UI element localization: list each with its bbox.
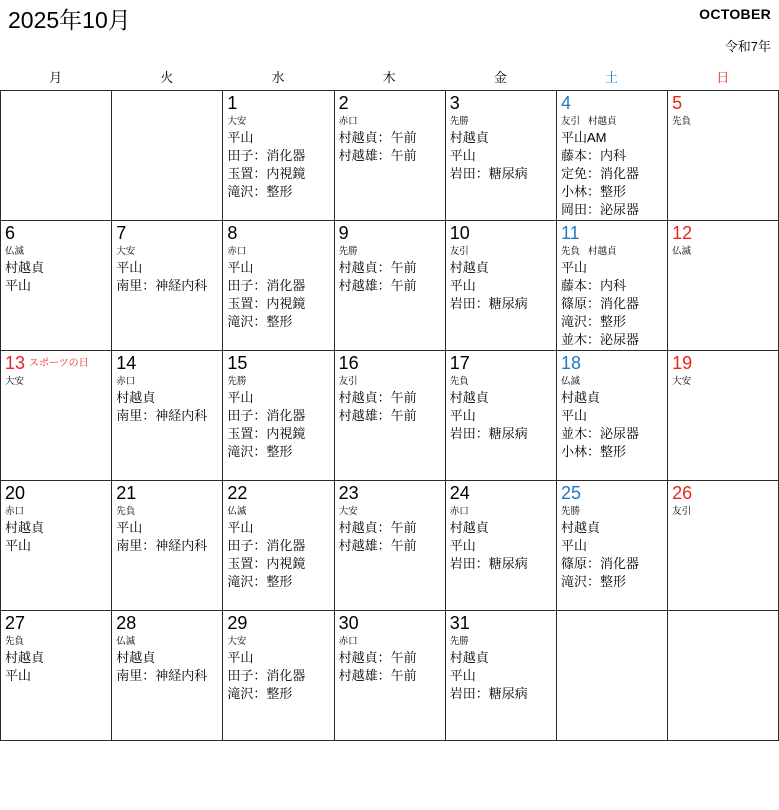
calendar-day-cell[interactable] bbox=[112, 481, 223, 611]
rokuyo-text: 仏滅 bbox=[672, 246, 692, 257]
day-number: 7 bbox=[116, 223, 127, 243]
rokuyo-label bbox=[450, 116, 552, 128]
rokuyo-text: 仏滅 bbox=[227, 506, 247, 517]
day-events bbox=[116, 259, 218, 295]
calendar-day-cell[interactable] bbox=[1, 611, 112, 741]
weekday-label-0: 月 bbox=[49, 69, 63, 85]
rokuyo-label bbox=[5, 246, 107, 258]
calendar-day-cell[interactable] bbox=[223, 91, 334, 221]
day-number: 13 bbox=[5, 353, 26, 373]
calendar-day-cell[interactable] bbox=[112, 611, 223, 741]
event-item[interactable]: 平山 bbox=[116, 520, 143, 535]
day-number: 24 bbox=[449, 483, 470, 503]
event-item[interactable]: 村越貞 bbox=[560, 390, 600, 405]
day-events bbox=[339, 389, 441, 425]
rokuyo-label bbox=[5, 506, 107, 518]
calendar-day-cell[interactable] bbox=[446, 611, 557, 741]
rokuyo-text: 赤口 bbox=[116, 376, 136, 387]
rokuyo-label bbox=[450, 506, 552, 518]
day-number: 16 bbox=[338, 353, 359, 373]
rokuyo-text: 先勝 bbox=[560, 506, 580, 517]
day-events bbox=[116, 389, 218, 425]
day-number: 1 bbox=[227, 93, 238, 113]
event-item[interactable]: 田子：消化器 bbox=[227, 148, 306, 163]
weekday-label-5: 土 bbox=[605, 69, 619, 85]
day-events bbox=[227, 389, 329, 461]
event-item[interactable]: 平山 bbox=[227, 260, 254, 275]
calendar-day-cell[interactable] bbox=[557, 91, 668, 221]
calendar-cell-empty bbox=[112, 91, 223, 221]
event-item[interactable]: 平山 bbox=[5, 278, 32, 293]
event-item[interactable]: 岩田：糖尿病 bbox=[449, 556, 528, 571]
event-item[interactable]: 村越雄：午前 bbox=[338, 148, 417, 163]
calendar-grid bbox=[0, 90, 779, 741]
rokuyo-label bbox=[339, 636, 441, 648]
event-item[interactable]: 村越貞 bbox=[560, 520, 600, 535]
day-number: 19 bbox=[672, 353, 693, 373]
day-number: 29 bbox=[227, 613, 248, 633]
event-item[interactable]: 藤本：内科 bbox=[560, 148, 626, 163]
day-number: 2 bbox=[338, 93, 349, 113]
day-events bbox=[450, 129, 552, 183]
event-item[interactable]: 平山 bbox=[227, 520, 254, 535]
rokuyo-label bbox=[227, 376, 329, 388]
event-item[interactable]: 並木：泌尿器 bbox=[560, 332, 639, 347]
rokuyo-label bbox=[561, 376, 663, 388]
rokuyo-label bbox=[116, 506, 218, 518]
calendar-day-cell[interactable] bbox=[557, 481, 668, 611]
calendar-day-cell[interactable] bbox=[668, 481, 779, 611]
calendar-week-row bbox=[1, 221, 779, 351]
event-item[interactable]: 岩田：糖尿病 bbox=[449, 166, 528, 181]
day-number: 3 bbox=[449, 93, 460, 113]
rokuyo-label bbox=[672, 116, 774, 128]
weekday-label-6: 日 bbox=[716, 69, 730, 85]
calendar-day-cell[interactable] bbox=[223, 221, 334, 351]
day-events bbox=[339, 519, 441, 555]
weekday-label-4: 金 bbox=[493, 69, 507, 85]
rokuyo-label bbox=[339, 116, 441, 128]
calendar-day-cell[interactable] bbox=[446, 221, 557, 351]
day-number: 28 bbox=[116, 613, 137, 633]
event-item[interactable]: 田子：消化器 bbox=[227, 668, 306, 683]
event-item[interactable]: 村越貞 bbox=[116, 390, 156, 405]
day-events bbox=[5, 259, 107, 295]
calendar-day-cell[interactable] bbox=[223, 481, 334, 611]
event-item[interactable]: 篠原：消化器 bbox=[560, 556, 639, 571]
rokuyo-text: 先勝 bbox=[449, 116, 469, 127]
event-item[interactable]: 平山 bbox=[560, 408, 587, 423]
rokuyo-text: 大安 bbox=[338, 506, 358, 517]
calendar-cell-empty bbox=[557, 611, 668, 741]
calendar-day-cell[interactable] bbox=[446, 481, 557, 611]
rokuyo-text: 仏滅 bbox=[560, 376, 580, 387]
rokuyo-label bbox=[116, 376, 218, 388]
calendar-day-cell[interactable] bbox=[557, 351, 668, 481]
event-item[interactable]: 平山 bbox=[227, 130, 254, 145]
event-item[interactable]: 滝沢：整形 bbox=[560, 574, 626, 589]
event-item[interactable]: 平山 bbox=[449, 538, 476, 553]
calendar-day-cell[interactable] bbox=[335, 91, 446, 221]
calendar-week-row bbox=[1, 351, 779, 481]
day-number: 21 bbox=[116, 483, 137, 503]
rokuyo-text: 仏滅 bbox=[5, 246, 25, 257]
event-item[interactable]: 滝沢：整形 bbox=[227, 184, 293, 199]
rokuyo-text: 赤口 bbox=[5, 506, 25, 517]
event-item[interactable]: 田子：消化器 bbox=[227, 408, 306, 423]
event-item[interactable]: 村越雄：午前 bbox=[338, 538, 417, 553]
event-item[interactable]: 平山AM bbox=[560, 130, 607, 145]
day-number: 15 bbox=[227, 353, 248, 373]
event-item[interactable]: 平山 bbox=[449, 408, 476, 423]
calendar-day-cell[interactable] bbox=[1, 481, 112, 611]
rokuyo-text: 赤口 bbox=[338, 116, 358, 127]
calendar-day-cell[interactable] bbox=[335, 611, 446, 741]
day-number: 11 bbox=[560, 223, 580, 243]
event-item[interactable]: 定免：消化器 bbox=[560, 166, 639, 181]
calendar-cell-empty bbox=[1, 91, 112, 221]
rokuyo-label bbox=[5, 636, 107, 648]
event-item[interactable]: 平山 bbox=[227, 650, 254, 665]
rokuyo-text: 赤口 bbox=[449, 506, 469, 517]
weekday-header-row bbox=[0, 62, 779, 90]
rokuyo-label bbox=[450, 376, 552, 388]
calendar-cell-empty bbox=[668, 611, 779, 741]
day-number: 5 bbox=[672, 93, 683, 113]
rokuyo-extra-note: 村越貞 bbox=[587, 246, 617, 257]
rokuyo-text: 先勝 bbox=[338, 246, 358, 257]
event-item[interactable]: 村越貞 bbox=[5, 520, 45, 535]
event-item[interactable]: 篠原：消化器 bbox=[560, 296, 639, 311]
calendar-day-cell[interactable] bbox=[335, 351, 446, 481]
day-events bbox=[5, 519, 107, 555]
calendar-day-cell[interactable] bbox=[446, 91, 557, 221]
day-number: 27 bbox=[5, 613, 26, 633]
day-events bbox=[339, 259, 441, 295]
weekday-label-2: 水 bbox=[271, 69, 285, 85]
event-item[interactable]: 並木：泌尿器 bbox=[560, 426, 639, 441]
rokuyo-label bbox=[450, 636, 552, 648]
calendar-week-row bbox=[1, 91, 779, 221]
event-item[interactable]: 藤本：内科 bbox=[560, 278, 626, 293]
event-item[interactable]: 滝沢：整形 bbox=[560, 314, 626, 329]
calendar-day-cell[interactable] bbox=[668, 221, 779, 351]
calendar-day-cell[interactable] bbox=[335, 481, 446, 611]
rokuyo-text: 大安 bbox=[227, 636, 247, 647]
event-item[interactable]: 村越雄：午前 bbox=[338, 278, 417, 293]
day-number: 17 bbox=[449, 353, 470, 373]
rokuyo-text: 先勝 bbox=[227, 376, 247, 387]
event-item[interactable]: 平山 bbox=[449, 668, 476, 683]
day-events bbox=[561, 389, 663, 461]
event-item[interactable]: 平山 bbox=[449, 278, 476, 293]
day-events bbox=[450, 519, 552, 573]
event-item[interactable]: 村越貞：午前 bbox=[338, 390, 417, 405]
rokuyo-text: 先負 bbox=[560, 246, 580, 257]
rokuyo-label bbox=[561, 506, 663, 518]
rokuyo-label bbox=[561, 116, 663, 128]
day-number: 18 bbox=[560, 353, 581, 373]
day-events bbox=[339, 129, 441, 165]
rokuyo-text: 赤口 bbox=[338, 636, 358, 647]
day-events bbox=[227, 129, 329, 201]
event-item[interactable]: 平山 bbox=[5, 668, 32, 683]
event-item[interactable]: 平山 bbox=[560, 260, 587, 275]
day-number: 4 bbox=[560, 93, 571, 113]
event-item[interactable]: 小林：整形 bbox=[560, 444, 626, 459]
rokuyo-text: 友引 bbox=[560, 116, 580, 127]
calendar-day-cell[interactable] bbox=[446, 351, 557, 481]
event-item[interactable]: 南里：神経内科 bbox=[116, 408, 208, 423]
event-item[interactable]: 田子：消化器 bbox=[227, 278, 306, 293]
day-events bbox=[116, 519, 218, 555]
event-item[interactable]: 平山 bbox=[560, 538, 587, 553]
month-name-english: OCTOBER bbox=[699, 6, 771, 22]
calendar-day-cell[interactable] bbox=[112, 221, 223, 351]
rokuyo-text: 友引 bbox=[449, 246, 469, 257]
rokuyo-label bbox=[672, 376, 774, 388]
rokuyo-label bbox=[227, 506, 329, 518]
event-item[interactable]: 岡田：泌尿器 bbox=[560, 202, 639, 217]
day-number: 26 bbox=[672, 483, 693, 503]
rokuyo-label bbox=[450, 246, 552, 258]
event-item[interactable]: 村越雄：午前 bbox=[338, 408, 417, 423]
event-item[interactable]: 村越貞：午前 bbox=[338, 520, 417, 535]
rokuyo-text: 先負 bbox=[449, 376, 469, 387]
day-events bbox=[450, 259, 552, 313]
event-item[interactable]: 南里：神経内科 bbox=[116, 278, 208, 293]
calendar-day-cell[interactable] bbox=[668, 91, 779, 221]
event-item[interactable]: 平山 bbox=[449, 148, 476, 163]
event-item[interactable]: 村越貞：午前 bbox=[338, 130, 417, 145]
day-number: 9 bbox=[338, 223, 349, 243]
event-item[interactable]: 玉置：内視鏡 bbox=[227, 296, 306, 311]
event-item[interactable]: 田子：消化器 bbox=[227, 538, 306, 553]
rokuyo-text: 先勝 bbox=[449, 636, 469, 647]
event-item[interactable]: 滝沢：整形 bbox=[227, 686, 293, 701]
event-item[interactable]: 平山 bbox=[116, 260, 143, 275]
day-number: 6 bbox=[5, 223, 16, 243]
day-events bbox=[561, 129, 663, 219]
rokuyo-text: 赤口 bbox=[227, 246, 247, 257]
calendar-day-cell[interactable] bbox=[335, 221, 446, 351]
event-item[interactable]: 岩田：糖尿病 bbox=[449, 296, 528, 311]
event-item[interactable]: 玉置：内視鏡 bbox=[227, 556, 306, 571]
holiday-label: スポーツの日 bbox=[29, 358, 89, 369]
event-item[interactable]: 岩田：糖尿病 bbox=[449, 686, 528, 701]
event-item[interactable]: 玉置：内視鏡 bbox=[227, 166, 306, 181]
day-number: 20 bbox=[5, 483, 26, 503]
rokuyo-text: 大安 bbox=[672, 376, 692, 387]
calendar-day-cell[interactable] bbox=[223, 351, 334, 481]
rokuyo-text: 先負 bbox=[116, 506, 136, 517]
event-item[interactable]: 平山 bbox=[227, 390, 254, 405]
day-number: 30 bbox=[338, 613, 359, 633]
event-item[interactable]: 村越貞 bbox=[5, 650, 45, 665]
day-number: 23 bbox=[338, 483, 359, 503]
event-item[interactable]: 滝沢：整形 bbox=[227, 444, 293, 459]
event-item[interactable]: 村越貞 bbox=[449, 260, 489, 275]
day-number: 14 bbox=[116, 353, 137, 373]
rokuyo-label bbox=[5, 376, 107, 388]
rokuyo-label bbox=[672, 506, 774, 518]
page-title: 2025年10月 bbox=[8, 7, 131, 33]
day-events bbox=[5, 649, 107, 685]
event-item[interactable]: 滝沢：整形 bbox=[227, 574, 293, 589]
rokuyo-text: 大安 bbox=[5, 376, 25, 387]
rokuyo-label bbox=[672, 246, 774, 258]
rokuyo-label bbox=[227, 636, 329, 648]
calendar-day-cell[interactable] bbox=[112, 351, 223, 481]
calendar-day-cell[interactable] bbox=[557, 221, 668, 351]
event-item[interactable]: 滝沢：整形 bbox=[227, 314, 293, 329]
day-events bbox=[450, 389, 552, 443]
day-events bbox=[561, 519, 663, 591]
rokuyo-text: 大安 bbox=[227, 116, 247, 127]
event-item[interactable]: 村越貞 bbox=[449, 650, 489, 665]
day-number: 22 bbox=[227, 483, 248, 503]
calendar-header bbox=[0, 0, 779, 62]
rokuyo-label bbox=[561, 246, 663, 258]
weekday-label-3: 木 bbox=[382, 69, 396, 85]
japanese-era-year: 令和7年 bbox=[724, 39, 771, 54]
event-item[interactable]: 村越雄：午前 bbox=[338, 668, 417, 683]
day-number: 31 bbox=[449, 613, 470, 633]
event-item[interactable]: 村越貞：午前 bbox=[338, 650, 417, 665]
rokuyo-text: 大安 bbox=[116, 246, 136, 257]
calendar-week-row bbox=[1, 481, 779, 611]
day-events bbox=[339, 649, 441, 685]
event-item[interactable]: 南里：神経内科 bbox=[116, 668, 208, 683]
rokuyo-extra-note: 村越貞 bbox=[587, 116, 617, 127]
event-item[interactable]: 村越貞：午前 bbox=[338, 260, 417, 275]
rokuyo-label bbox=[339, 506, 441, 518]
day-number: 12 bbox=[672, 223, 693, 243]
calendar-day-cell[interactable] bbox=[223, 611, 334, 741]
calendar-day-cell[interactable] bbox=[1, 221, 112, 351]
rokuyo-text: 先負 bbox=[5, 636, 25, 647]
rokuyo-label bbox=[116, 246, 218, 258]
day-events bbox=[227, 519, 329, 591]
event-item[interactable]: 村越貞 bbox=[449, 130, 489, 145]
event-item[interactable]: 岩田：糖尿病 bbox=[449, 426, 528, 441]
rokuyo-text: 友引 bbox=[338, 376, 358, 387]
rokuyo-label bbox=[339, 246, 441, 258]
day-events bbox=[561, 259, 663, 349]
day-events bbox=[450, 649, 552, 703]
weekday-label-1: 火 bbox=[160, 69, 174, 85]
rokuyo-label bbox=[227, 116, 329, 128]
day-events bbox=[227, 259, 329, 331]
event-item[interactable]: 小林：整形 bbox=[560, 184, 626, 199]
rokuyo-text: 先負 bbox=[672, 116, 692, 127]
event-item[interactable]: 村越貞 bbox=[449, 520, 489, 535]
event-item[interactable]: 村越貞 bbox=[5, 260, 45, 275]
event-item[interactable]: 村越貞 bbox=[116, 650, 156, 665]
day-number: 8 bbox=[227, 223, 238, 243]
event-item[interactable]: 平山 bbox=[5, 538, 32, 553]
rokuyo-label bbox=[227, 246, 329, 258]
day-events bbox=[116, 649, 218, 685]
day-number: 10 bbox=[449, 223, 470, 243]
calendar-week-row bbox=[1, 611, 779, 741]
day-number: 25 bbox=[560, 483, 581, 503]
rokuyo-text: 友引 bbox=[672, 506, 692, 517]
day-events bbox=[227, 649, 329, 703]
calendar-day-cell[interactable] bbox=[668, 351, 779, 481]
rokuyo-label bbox=[116, 636, 218, 648]
calendar-day-cell[interactable] bbox=[1, 351, 112, 481]
event-item[interactable]: 玉置：内視鏡 bbox=[227, 426, 306, 441]
event-item[interactable]: 村越貞 bbox=[449, 390, 489, 405]
event-item[interactable]: 南里：神経内科 bbox=[116, 538, 208, 553]
rokuyo-label bbox=[339, 376, 441, 388]
rokuyo-text: 仏滅 bbox=[116, 636, 136, 647]
